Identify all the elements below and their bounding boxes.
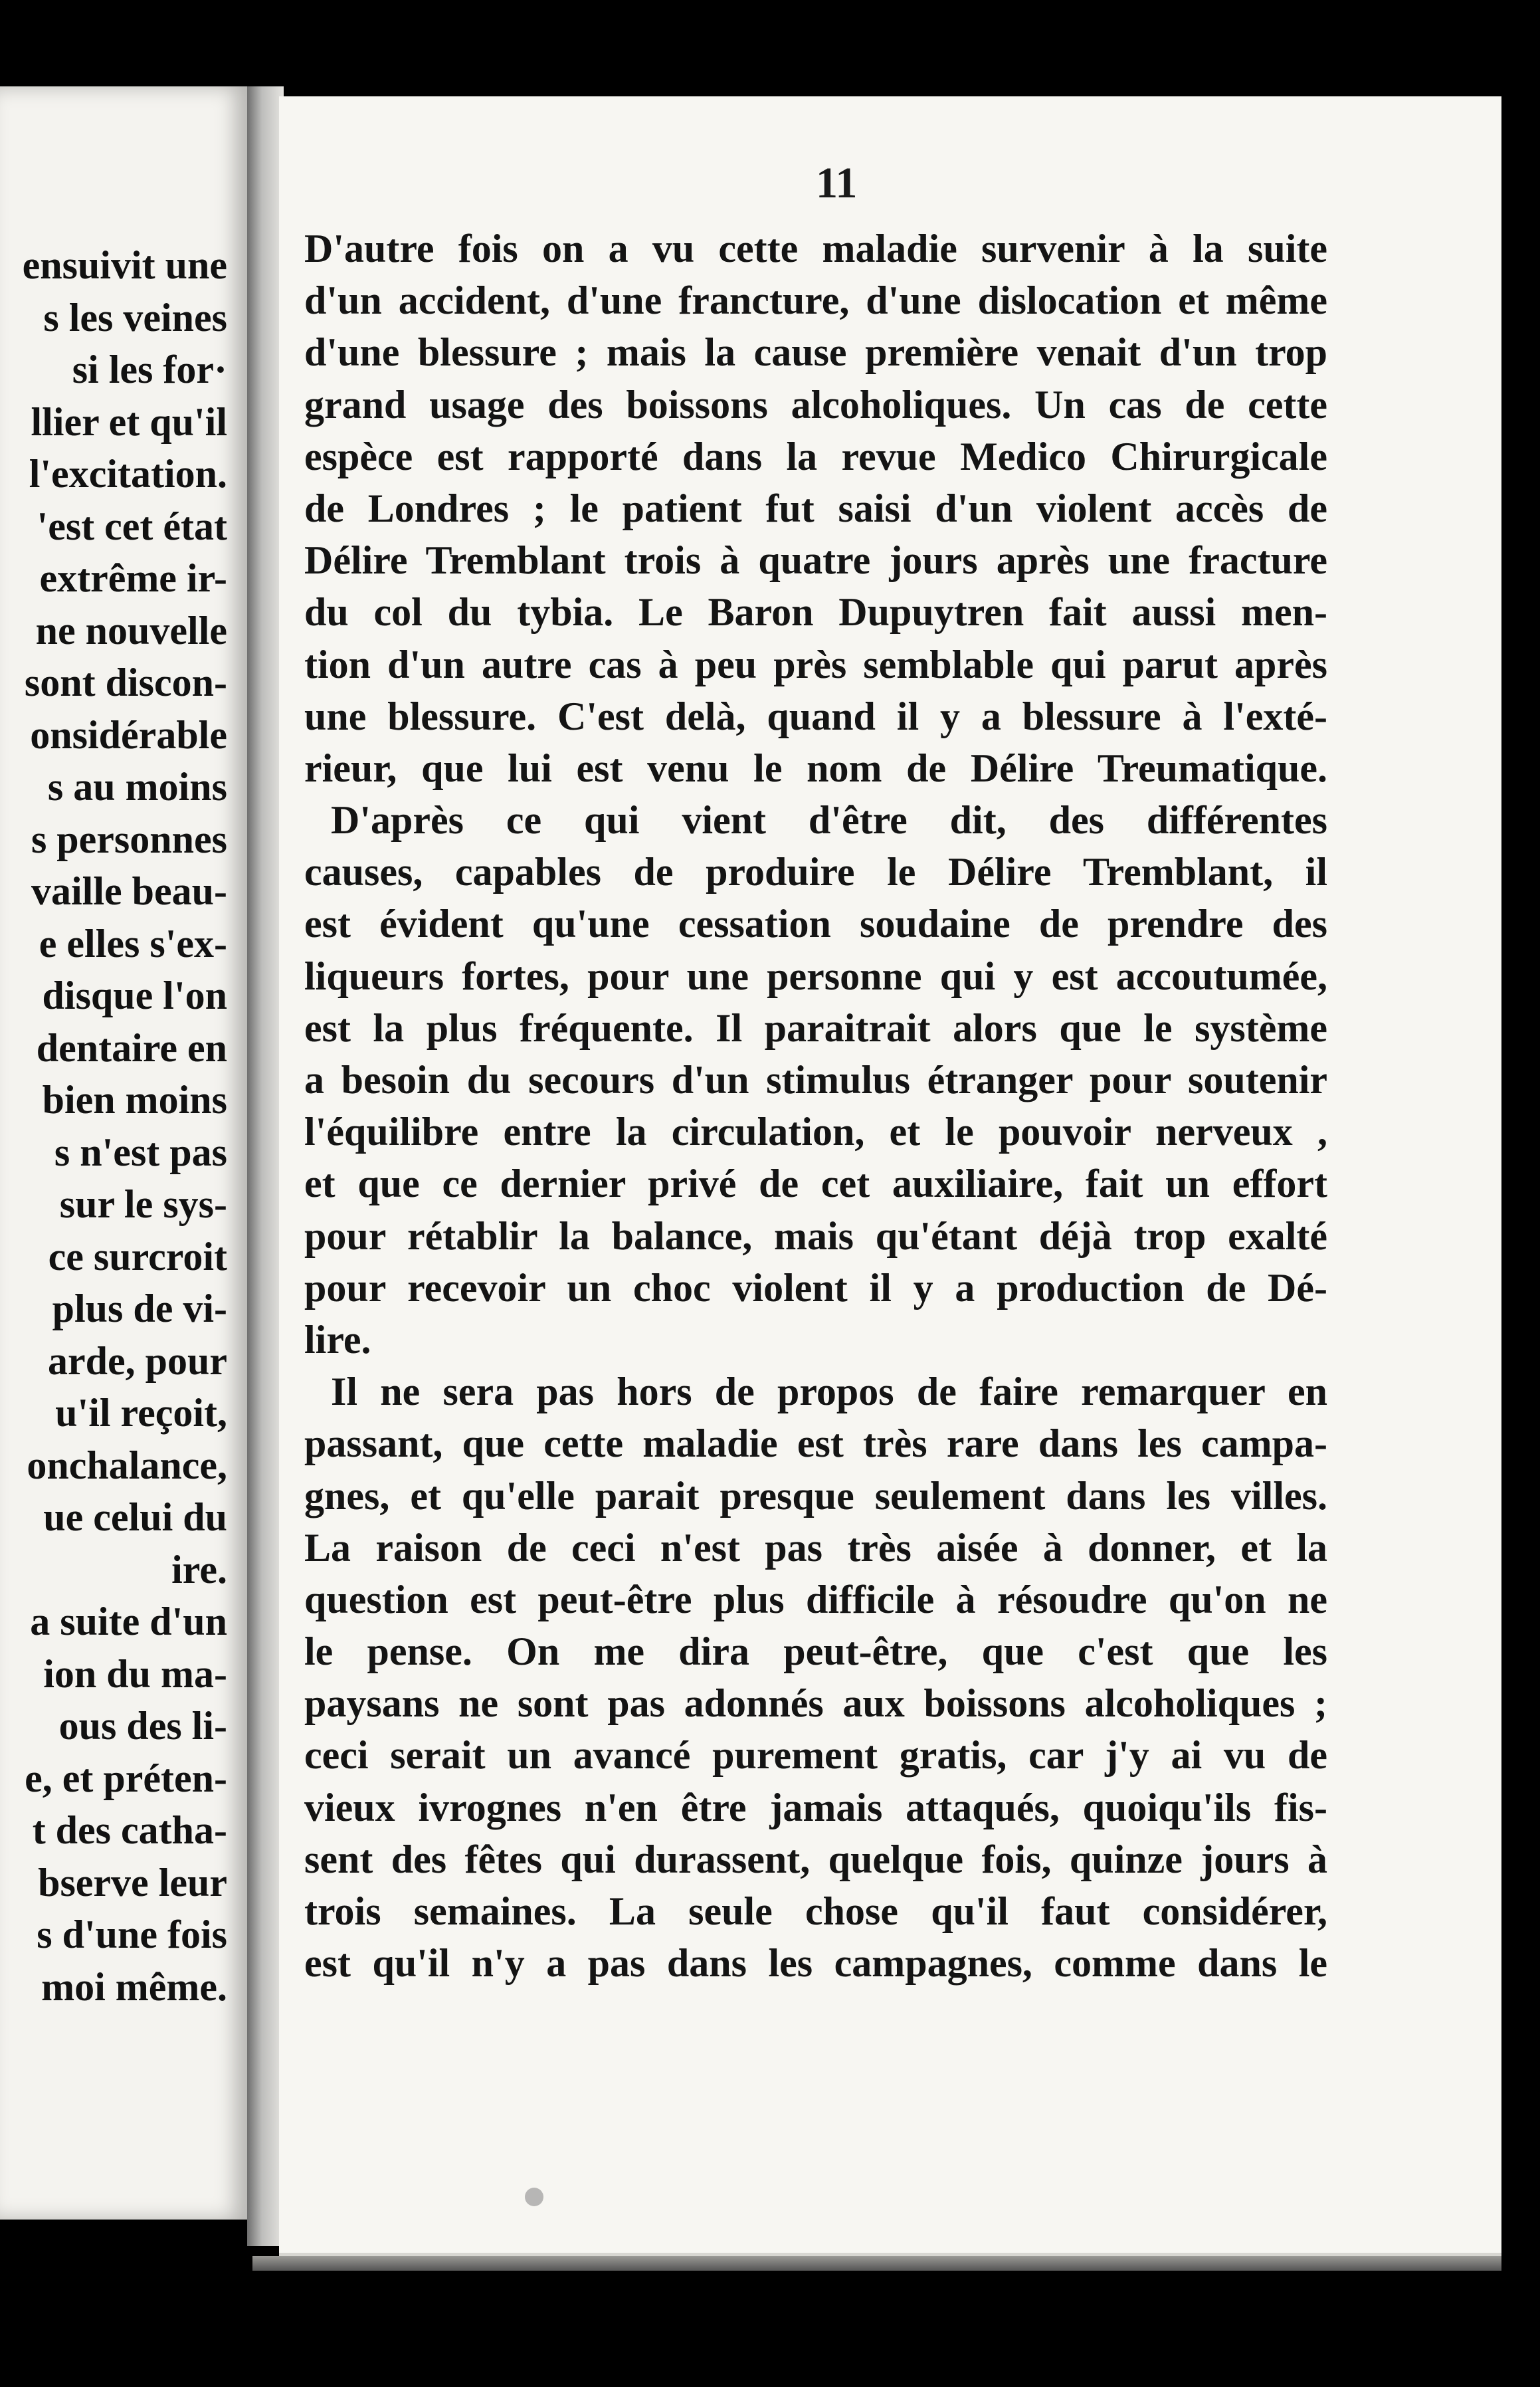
text-line: et que ce dernier privé de cet auxiliaire, fait un effort (304, 1162, 1327, 1206)
text-line: trois semaines. La seule chose qu'il faut considérer, (304, 1889, 1327, 1933)
left-line: u'il reçoit, (55, 1391, 227, 1435)
left-line: bien moins (42, 1078, 227, 1122)
text-line: d'un accident, d'une francture, d'une dislocation et même (304, 278, 1327, 323)
left-line: e, et préten- (25, 1756, 227, 1800)
left-line: disque l'on (42, 974, 227, 1017)
text-line: l'équilibre entre la circulation, et le pouvoir nerveux , (304, 1110, 1327, 1154)
left-line: a suite d'un (30, 1600, 227, 1643)
text-line: passant, que cette maladie est très rare dans les campa- (304, 1421, 1327, 1466)
text-line: causes, capables de produire le Délire Tremblant, il (304, 850, 1327, 894)
left-line: ensuivit une (22, 243, 227, 287)
text-line: de Londres ; le patient fut saisi d'un violent accès de (304, 486, 1327, 530)
left-line: ce surcroit (48, 1234, 227, 1279)
left-line: s d'une fois (37, 1913, 227, 1956)
text-line: question est peut-être plus difficile à résoudre qu'on ne (304, 1577, 1327, 1621)
text-line: a besoin du secours d'un stimulus étranger pour soutenir (304, 1058, 1327, 1102)
text-line: liqueurs fortes, pour une personne qui y est accoutumée, (304, 954, 1327, 998)
text-line: d'une blessure ; mais la cause première venait d'un trop (304, 330, 1327, 375)
left-line: t des catha- (32, 1808, 227, 1852)
text-line: grand usage des boissons alcoholiques. Un cas de cette (304, 382, 1327, 427)
left-line: s personnes (31, 817, 227, 861)
text-line: ceci serait un avancé purement gratis, car j'y ai vu de (304, 1733, 1327, 1778)
left-line: 'est cet état (37, 504, 227, 548)
left-line: ous des li- (58, 1704, 227, 1748)
text-line: gnes, et qu'elle parait presque seulement dans les villes. (304, 1473, 1327, 1518)
left-line: ne nouvelle (35, 608, 227, 653)
left-line: s n'est pas (54, 1130, 227, 1174)
text-line: est qu'il n'y a pas dans les campagnes, comme dans le (304, 1941, 1327, 1986)
text-line: paysans ne sont pas adonnés aux boissons alcoholiques ; (304, 1681, 1327, 1726)
left-line: s les veines (43, 295, 227, 340)
text-line: pour recevoir un choc violent il y a production de Dé- (304, 1265, 1327, 1310)
text-line: est évident qu'une cessation soudaine de prendre des (304, 902, 1327, 946)
text-line: Il ne sera pas hors de propos de faire remarquer en (331, 1370, 1327, 1414)
left-page-text (0, 239, 227, 2013)
text-line: D'autre fois on a vu cette maladie survenir à la suite (304, 227, 1327, 270)
left-line: ue celui du (43, 1495, 227, 1539)
text-line: vieux ivrognes n'en être jamais attaqués, quoiqu'ils fis- (304, 1785, 1327, 1829)
left-page (0, 86, 247, 2220)
left-line: sont discon- (24, 661, 227, 704)
left-line: moi même. (41, 1964, 227, 2009)
left-line: ire. (171, 1547, 227, 1592)
left-line: vaille beau- (31, 869, 227, 913)
text-line: du col du tybia. Le Baron Dupuytren fait aussi men- (304, 590, 1327, 635)
left-line: s au moins (47, 765, 227, 809)
left-line: onsidérable (30, 712, 227, 757)
page-bottom-edge (252, 2256, 1501, 2271)
text-line: La raison de ceci n'est pas très aisée à donner, et la (304, 1525, 1327, 1570)
left-line: e elles s'ex- (39, 921, 227, 966)
left-line: sur le sys- (59, 1182, 227, 1226)
left-line: onchalance, (27, 1443, 227, 1487)
left-line: l'excitation. (29, 452, 227, 496)
left-line: plus de vi- (52, 1287, 227, 1330)
text-line: pour rétablir la balance, mais qu'étant déjà trop exalté (304, 1213, 1327, 1258)
left-line: dentaire en (36, 1025, 227, 1070)
text-line: sent des fêtes qui durassent, quelque fois, quinze jours à (304, 1837, 1327, 1881)
text-line: lire. (304, 1317, 371, 1362)
left-line: bserve leur (38, 1860, 227, 1905)
left-line: llier et qu'il (31, 399, 227, 444)
book-gutter (247, 86, 284, 2246)
left-line: arde, pour (48, 1338, 227, 1383)
scan-dot-mark (525, 2188, 543, 2206)
text-line: espèce est rapporté dans la revue Medico Chirurgicale (304, 434, 1327, 478)
text-line: tion d'un autre cas à peu près semblable qui parut après (304, 642, 1327, 686)
page-body (304, 223, 1327, 1989)
text-line: Délire Tremblant trois à quatre jours après une fracture (304, 538, 1327, 583)
left-line: ion du ma- (43, 1651, 227, 1696)
text-line: est la plus fréquente. Il paraitrait alors que le système (304, 1005, 1327, 1050)
text-line: rieur, que lui est venu le nom de Délire Treumatique. (304, 746, 1327, 790)
left-line: extrême ir- (39, 556, 227, 600)
left-line: si les for· (72, 348, 227, 391)
text-line: le pense. On me dira peut-être, que c'est que les (304, 1629, 1327, 1674)
text-line: une blessure. C'est delà, quand il y a blessure à l'exté- (304, 694, 1327, 738)
text-line: D'après ce qui vient d'être dit, des différentes (331, 798, 1327, 843)
page-number: 11 (816, 159, 858, 207)
